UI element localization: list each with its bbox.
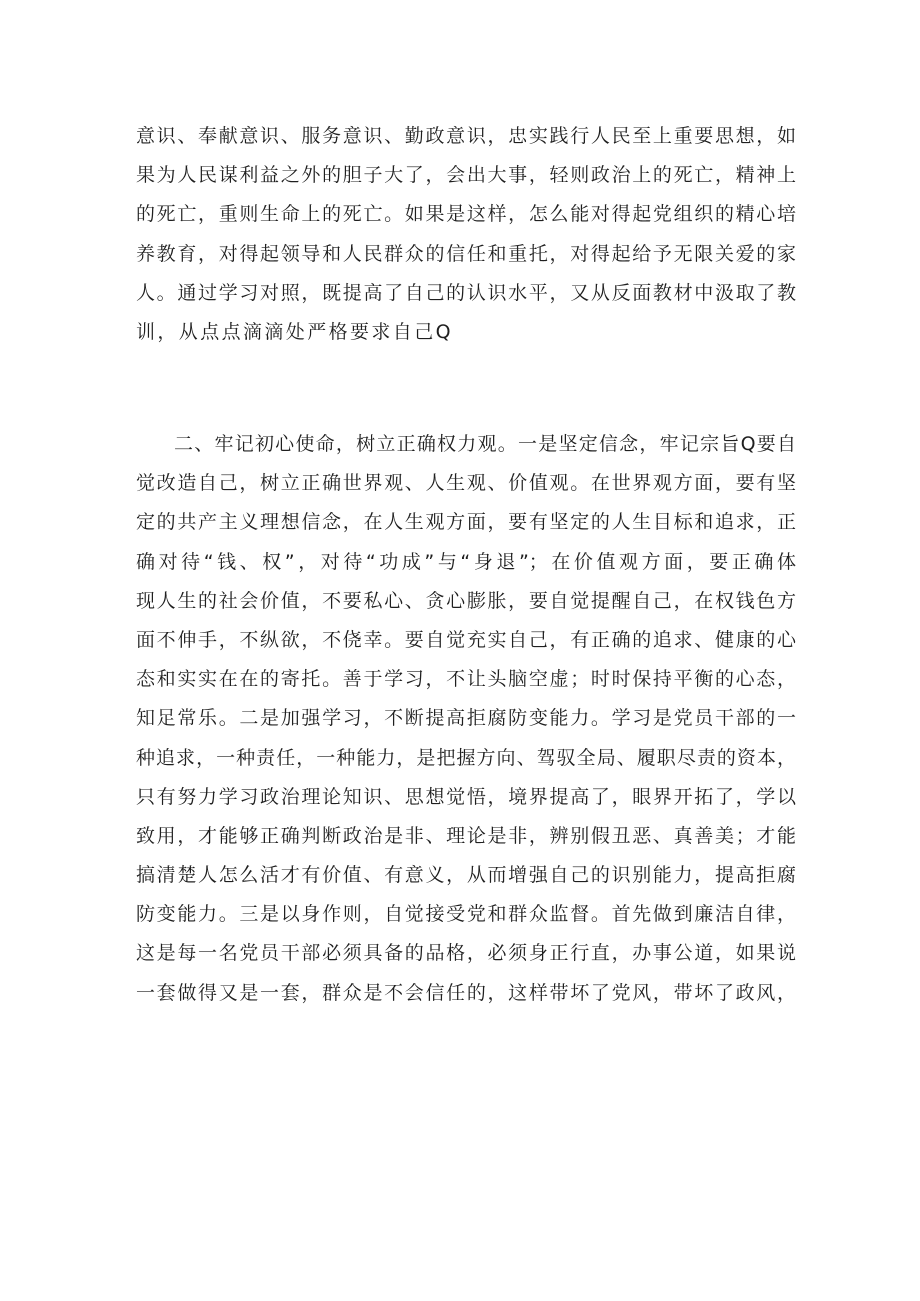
paragraph-2 — [136, 425, 796, 1013]
text-line: 确对待“钱、权”，对待“功成”与“身退”；在价值观方面，要正确体 — [136, 550, 796, 573]
text-line: 面不伸手，不纵欲，不侥幸。要自觉充实自己，有正确的追求、健康的心 — [136, 628, 796, 651]
text-line: 定的共产主义理想信念，在人生观方面，要有坚定的人生目标和追求，正 — [136, 511, 796, 534]
text-line: 的死亡，重则生命上的死亡。如果是这样，怎么能对得起党组织的精心培 — [136, 203, 796, 226]
text-line: 人。通过学习对照，既提高了自己的认识水平，又从反面教材中汲取了教 — [136, 281, 796, 304]
text-line: 种追求，一种责任，一种能力，是把握方向、驾驭全局、履职尽责的资本， — [136, 746, 796, 769]
paragraph-1 — [136, 117, 796, 352]
text-line: 觉改造自己，树立正确世界观、人生观、价值观。在世界观方面，要有坚 — [136, 472, 796, 495]
text-line: 搞清楚人怎么活才有价值、有意义，从而增强自己的识别能力，提高拒腐 — [136, 864, 796, 887]
text-line: 只有努力学习政治理论知识、思想觉悟，境界提高了，眼界开拓了，学以 — [136, 785, 796, 808]
text-line: 一套做得又是一套，群众是不会信任的，这样带坏了党风，带坏了政风， — [136, 981, 796, 1004]
text-line: 果为人民谋利益之外的胆子大了，会出大事，轻则政治上的死亡，精神上 — [136, 164, 796, 187]
text-line: 态和实实在在的寄托。善于学习，不让头脑空虚；时时保持平衡的心态， — [136, 668, 796, 691]
text-line: 知足常乐。二是加强学习，不断提高拒腐防变能力。学习是党员干部的一 — [136, 707, 796, 730]
text-line: 训，从点点滴滴处严格要求自己Q — [136, 320, 453, 343]
text-line: 意识、奉献意识、服务意识、勤政意识，忠实践行人民至上重要思想，如 — [136, 125, 796, 147]
text-line: 现人生的社会价值，不要私心、贪心膨胀，要自觉提醒自己，在权钱色方 — [136, 589, 796, 612]
text-line: 防变能力。三是以身作则，自觉接受党和群众监督。首先做到廉洁自律， — [136, 903, 796, 926]
text-line: 这是每一名党员干部必须具备的品格，必须身正行直，办事公道，如果说 — [136, 942, 796, 965]
text-line-indented: 二、牢记初心使命，树立正确权力观。一是坚定信念，牢记宗旨Q要自 — [174, 433, 796, 455]
text-line: 致用，才能够正确判断政治是非、理论是非，辨别假丑恶、真善美；才能 — [136, 824, 796, 847]
text-line: 养教育，对得起领导和人民群众的信任和重托，对得起给予无限关爱的家 — [136, 242, 796, 265]
